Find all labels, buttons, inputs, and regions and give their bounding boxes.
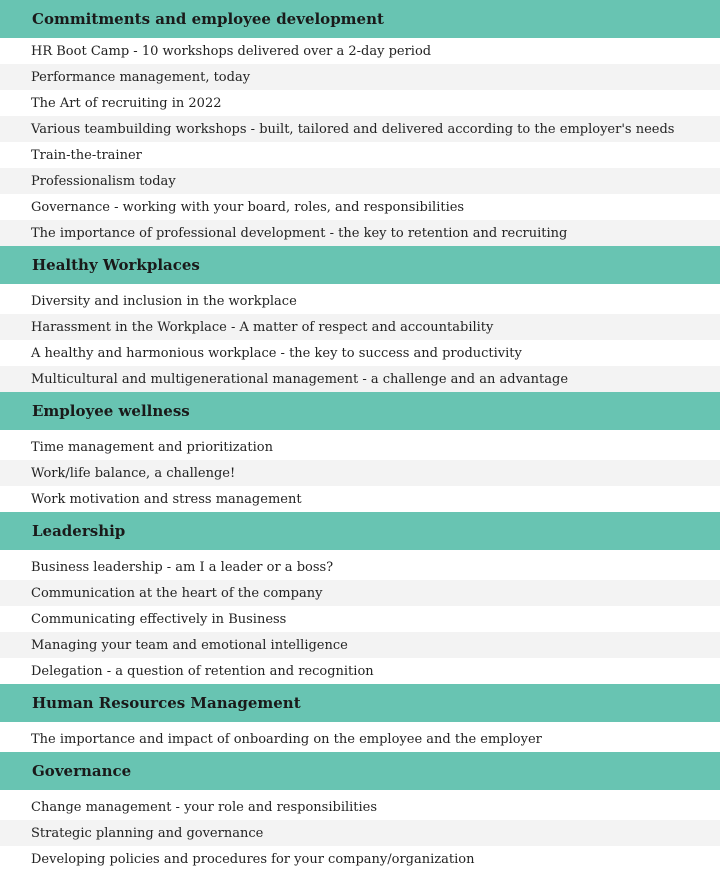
list-item: Professionalism today	[0, 168, 720, 194]
list-item: A healthy and harmonious workplace - the key to success and productivity	[0, 340, 720, 366]
section-employee-wellness	[0, 392, 720, 512]
list-item: Diversity and inclusion in the workplace	[0, 288, 720, 314]
list-item: Various teambuilding workshops - built, tailored and delivered according to the employer's needs	[0, 116, 720, 142]
list-item: Work motivation and stress management	[0, 486, 720, 512]
list-item: Delegation - a question of retention and recognition	[0, 658, 720, 684]
list-item: Communication at the heart of the company	[0, 580, 720, 606]
section-header: Commitments and employee development	[0, 0, 720, 38]
list-item: Strategic planning and governance	[0, 820, 720, 846]
section-header: Healthy Workplaces	[0, 246, 720, 284]
list-item: Business leadership - am I a leader or a boss?	[0, 554, 720, 580]
list-item: Developing policies and procedures for your company/organization	[0, 846, 720, 872]
list-item: Managing your team and emotional intelligence	[0, 632, 720, 658]
list-item: Harassment in the Workplace - A matter of respect and accountability	[0, 314, 720, 340]
list-item: The Art of recruiting in 2022	[0, 90, 720, 116]
list-item: Work/life balance, a challenge!	[0, 460, 720, 486]
section-header: Governance	[0, 752, 720, 790]
section-commitments	[0, 0, 720, 246]
list-item: Governance - working with your board, roles, and responsibilities	[0, 194, 720, 220]
section-header: Human Resources Management	[0, 684, 720, 722]
list-item: Communicating effectively in Business	[0, 606, 720, 632]
section-leadership	[0, 512, 720, 684]
list-item: Time management and prioritization	[0, 434, 720, 460]
list-item: The importance and impact of onboarding on the employee and the employer	[0, 726, 720, 752]
list-item: Change management - your role and responsibilities	[0, 794, 720, 820]
section-governance	[0, 752, 720, 872]
list-item: The importance of professional development - the key to retention and recruiting	[0, 220, 720, 246]
section-hr-management	[0, 684, 720, 752]
section-header: Leadership	[0, 512, 720, 550]
list-item: HR Boot Camp - 10 workshops delivered over a 2-day period	[0, 38, 720, 64]
list-item: Multicultural and multigenerational management - a challenge and an advantage	[0, 366, 720, 392]
section-header: Employee wellness	[0, 392, 720, 430]
list-item: Performance management, today	[0, 64, 720, 90]
list-item: Train-the-trainer	[0, 142, 720, 168]
section-healthy-workplaces	[0, 246, 720, 392]
